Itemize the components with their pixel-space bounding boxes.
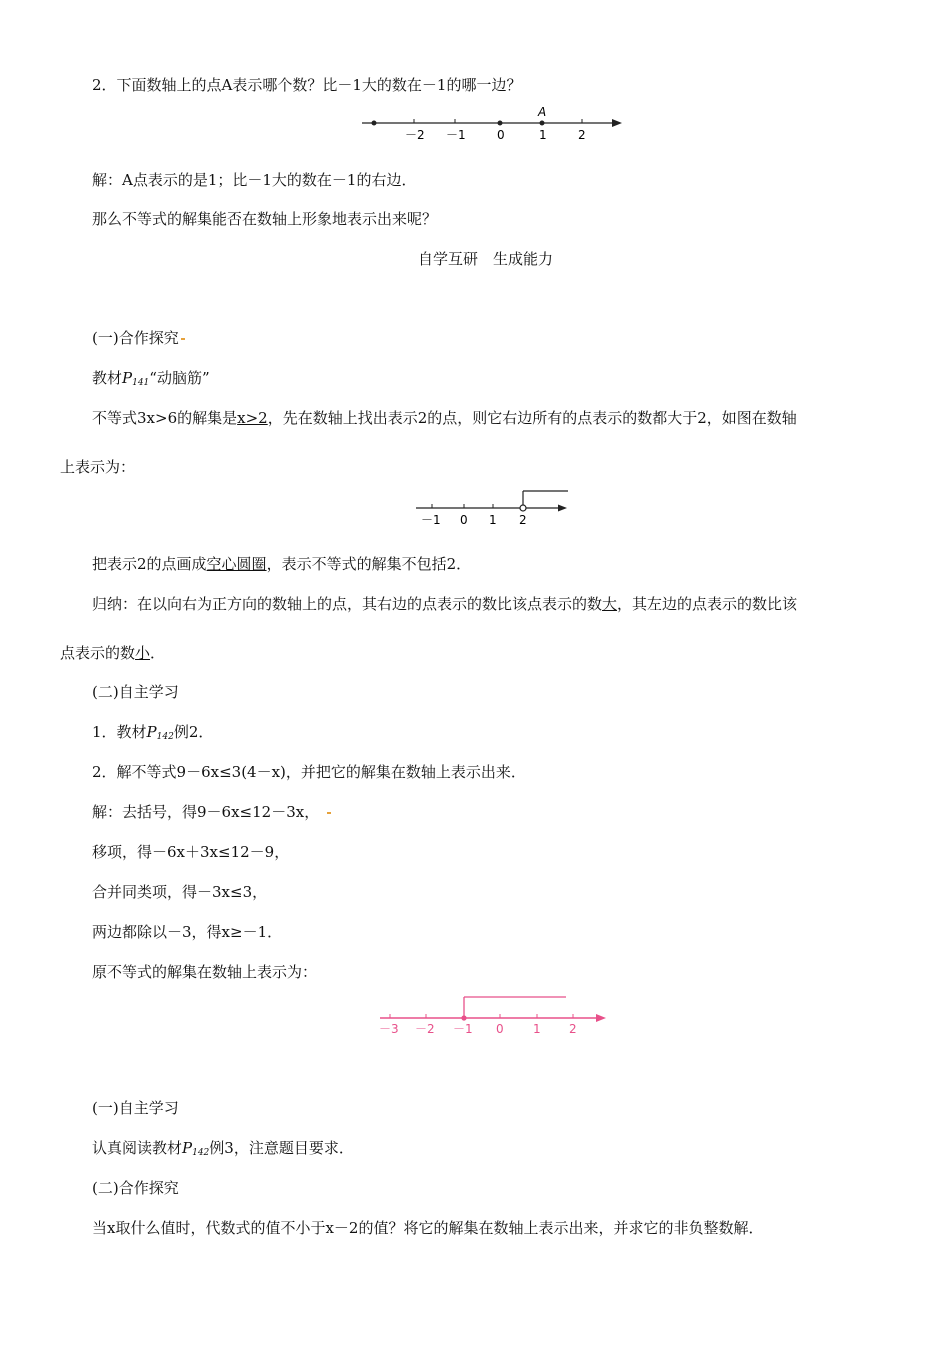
axis3-solid-dot bbox=[461, 1015, 466, 1020]
axis1-origin-dot bbox=[498, 121, 503, 126]
axis3-tick: 0 bbox=[496, 1022, 504, 1036]
axis3-tick: －1 bbox=[453, 1022, 473, 1036]
part2-step-2: 移项，得－6x＋3x≤12－9， bbox=[92, 843, 290, 861]
part1-summary: 归纳：在以向右为正方向的数轴上的点，其右边的点表示的数比该点表示的数大，其左边的点表示的数比该 bbox=[92, 595, 798, 613]
axis2-tick: 0 bbox=[460, 513, 468, 527]
part1-summary-cont: 点表示的数小． bbox=[60, 644, 166, 662]
part3-heading: (一)自主学习 bbox=[92, 1099, 179, 1117]
question-2-header: 2．下面数轴上的点A表示哪个数？比－1大的数在－1的哪一边？ bbox=[92, 76, 522, 94]
axis2-hollow-circle bbox=[520, 505, 526, 511]
answer-blank: 小 bbox=[135, 644, 151, 662]
part2-step-3: 合并同类项，得－3x≤3， bbox=[92, 883, 268, 901]
part2-step-1: 解：去括号，得9－6x≤12－3x， bbox=[92, 802, 331, 822]
number-line-2 bbox=[412, 488, 582, 528]
part1-text-1-cont: 上表示为： bbox=[60, 458, 136, 476]
answer-blank: 大 bbox=[602, 595, 618, 613]
axis1-leftdot bbox=[372, 121, 377, 126]
section-title: 自学互研 生成能力 bbox=[418, 250, 554, 268]
question-2-answer: 解：A点表示的是1；比－1大的数在－1的右边． bbox=[92, 171, 417, 189]
axis2-tick: －1 bbox=[421, 513, 441, 527]
question-2-question: 那么不等式的解集能否在数轴上形象地表示出来呢？ bbox=[92, 210, 438, 228]
axis1-tick: －1 bbox=[446, 128, 466, 142]
part2-step-5: 原不等式的解集在数轴上表示为： bbox=[92, 963, 318, 981]
part1-text-1: 不等式3x>6的解集是x>2，先在数轴上找出表示2的点，则它右边所有的点表示的数都大于2，如图在数轴 bbox=[92, 409, 797, 427]
axis2-tick: 1 bbox=[489, 513, 497, 527]
part4-heading: (二)合作探究 bbox=[92, 1179, 179, 1197]
answer-blank: x>2 bbox=[237, 409, 268, 427]
part1-text-2: 把表示2的点画成空心圆圈，表示不等式的解集不包括2． bbox=[92, 555, 472, 573]
part2-step-4: 两边都除以－3，得x≥－1． bbox=[92, 923, 283, 941]
highlight-dot-icon bbox=[181, 338, 185, 340]
axis1-tick: 1 bbox=[539, 128, 547, 142]
part2-item-2: 2．解不等式9－6x≤3(4－x)，并把它的解集在数轴上表示出来． bbox=[92, 763, 526, 781]
axis1-point-a-label: A bbox=[538, 105, 547, 119]
axis1-point-a bbox=[540, 121, 545, 126]
part4-text: 当x取什么值时，代数式的值不小于x－2的值？将它的解集在数轴上表示出来，并求它的非负整数解． bbox=[92, 1219, 764, 1237]
axis1-tick: 2 bbox=[578, 128, 586, 142]
part2-heading: (二)自主学习 bbox=[92, 683, 179, 701]
highlight-dot-icon bbox=[327, 812, 331, 814]
axis3-tick: 1 bbox=[533, 1022, 541, 1036]
number-line-1 bbox=[360, 102, 630, 142]
axis1-tick: －2 bbox=[405, 128, 425, 142]
axis3-tick: 2 bbox=[569, 1022, 577, 1036]
answer-blank: 空心圆圈 bbox=[206, 555, 267, 573]
part1-textbook-ref: 教材$P_{141}“$动脑筋” bbox=[92, 369, 210, 388]
number-line-3 bbox=[376, 992, 616, 1036]
part1-heading: (一)合作探究 bbox=[92, 328, 185, 348]
axis1-tick: 0 bbox=[497, 128, 505, 142]
axis2-tick: 2 bbox=[519, 513, 527, 527]
part2-item-1: 1．教材$P_{142}$例2． bbox=[92, 723, 214, 742]
part3-text: 认真阅读教材$P_{142}$例3，注意题目要求． bbox=[92, 1139, 354, 1158]
axis3-tick: －3 bbox=[379, 1022, 399, 1036]
axis3-tick: －2 bbox=[415, 1022, 435, 1036]
